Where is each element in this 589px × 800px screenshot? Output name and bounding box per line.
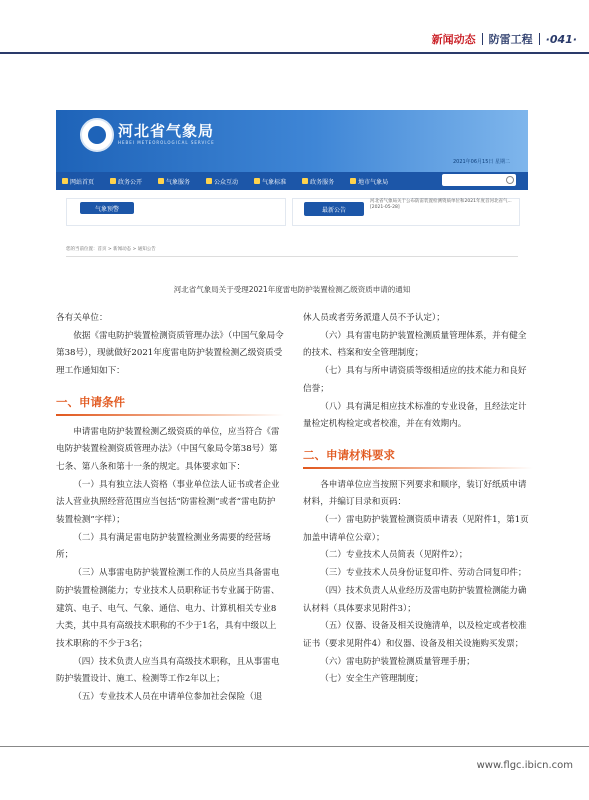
- nav-item-home[interactable]: 网站首页: [62, 177, 94, 186]
- site-name: 河北省气象局: [118, 122, 215, 140]
- paragraph: 各申请单位应当按照下列要求和顺序，装订好纸质申请材料，并编订目录和页码：: [303, 479, 527, 508]
- page-header: [432, 30, 577, 48]
- section-heading: 二、申请材料要求: [303, 447, 395, 462]
- header-divider: [482, 33, 483, 45]
- notice-title: 河北省气象局关于受理2021年度雷电防护装置检测乙级资质申请的通知: [173, 285, 411, 294]
- list-item: （六）雷电防护装置检测质量管理手册；: [320, 656, 475, 667]
- building-icon: [350, 178, 356, 184]
- cloud-icon: [158, 178, 164, 184]
- breadcrumb: 您的当前位置：首页 > 新闻动态 > 通知公告: [66, 247, 156, 252]
- header-divider: [539, 33, 540, 45]
- chat-icon: [206, 178, 212, 184]
- paragraph: 依据《雷电防护装置检测资质管理办法》（中国气象局令第38号），现就做好2021年度雷电防护装置检测乙级资质受理工作通知如下：: [56, 330, 284, 377]
- section-heading: 一、申请条件: [56, 394, 125, 409]
- list-item: （四）技术负责人从业经历及雷电防护装置检测能力确认材料（具体要求见附件3）；: [303, 585, 527, 614]
- nav-item-services[interactable]: 政务服务: [302, 177, 334, 186]
- latest-notice-button[interactable]: 最新公告: [304, 202, 364, 216]
- nav-item-cities[interactable]: 地市气象局: [350, 177, 388, 186]
- list-item: （二）专业技术人员简表（见附件2）；: [320, 550, 468, 561]
- search-input[interactable]: [442, 174, 516, 186]
- service-icon: [302, 178, 308, 184]
- site-english-name: HEBEI METEOROLOGICAL SERVICE: [118, 140, 215, 145]
- emblem-logo-icon: [80, 118, 114, 152]
- list-item: （三）专业技术人员身份证复印件、劳动合同复印件；: [320, 568, 527, 579]
- notice-link[interactable]: 河北省气象局关于公布防雷装置检测资质单位和2021年度首河北省气...[2021-05-28]: [370, 199, 512, 210]
- left-column: [56, 310, 284, 707]
- section-underline: [56, 414, 284, 416]
- footer-rule: [0, 746, 589, 747]
- home-icon: [62, 178, 68, 184]
- paragraph: 休人员或者劳务派遣人员不予认定）；: [303, 313, 445, 323]
- list-item: （六）具有雷电防护装置检测质量管理体系，并有健全的技术、档案和安全管理制度；: [303, 330, 527, 359]
- section-underline: [303, 467, 533, 469]
- list-item: （七）安全生产管理制度；: [320, 674, 424, 685]
- footer-url: www.flgc.ibicn.com: [476, 760, 573, 771]
- list-item: （三）从事雷电防护装置检测工作的人员应当具备雷电防护装置检测能力；专业技术人员职称证书专业属于防雷、建筑、电子、电气、气象、通信、电力、计算机相关专业8大类，其中具有高级技术职称的不少于1名，具有中级以上技术职称的不少于3名；: [56, 568, 280, 649]
- doc-icon: [254, 178, 260, 184]
- list-item: （五）专业技术人员在申请单位参加社会保险（退: [73, 692, 263, 703]
- header-column: 防雷工程: [488, 33, 533, 46]
- salutation: 各有关单位：: [56, 313, 108, 323]
- nav-item-gov[interactable]: 政务公开: [110, 177, 142, 186]
- paragraph: 申请雷电防护装置检测乙级资质的单位，应当符合《雷电防护装置检测资质管理办法》（中国气象局令第38号）第七条、第八条和第十一条的规定。具体要求如下：: [56, 426, 280, 472]
- list-item: （四）技术负责人应当具有高级技术职称，且从事雷电防护装置设计、施工、检测等工作2年以上；: [56, 656, 280, 685]
- header-section: 新闻动态: [431, 33, 476, 46]
- list-item: （七）具有与所申请资质等级相适应的技术能力和良好信誉；: [303, 366, 527, 394]
- list-item: （五）仪器、设备及相关设施清单，以及检定或者校准证书（要求见附件4）和仪器、设备及相关设施购买发票；: [303, 621, 527, 649]
- header-rule: [0, 52, 589, 54]
- page-number: ·041·: [545, 32, 577, 46]
- breadcrumb-divider: [66, 256, 518, 257]
- site-date: 2021年06月15日 星期二: [452, 159, 510, 165]
- list-item: （八）具有满足相应技术标准的专业设备，且经法定计量检定机构检定或者校准，并在有效期内。: [303, 401, 527, 430]
- list-item: （一）雷电防护装置检测资质申请表（见附件1，第1页加盖申请单位公章）；: [303, 515, 529, 543]
- search-icon[interactable]: [506, 176, 514, 184]
- nav-item-standards[interactable]: 气象标准: [254, 177, 286, 186]
- list-item: （二）具有满足雷电防护装置检测业务需要的经营场所；: [56, 532, 271, 561]
- list-item: （一）具有独立法人资格（事业单位法人证书或者企业法人营业执照经营范围应当包括“防雷检测”或者“雷电防护装置检测”字样）；: [56, 479, 280, 526]
- nav-item-weather[interactable]: 气象服务: [158, 177, 190, 186]
- website-screenshot: [56, 110, 528, 302]
- right-column: [303, 310, 533, 689]
- weather-warning-button[interactable]: 气象预警: [80, 202, 134, 214]
- grid-icon: [110, 178, 116, 184]
- nav-item-public[interactable]: 公众互动: [206, 177, 238, 186]
